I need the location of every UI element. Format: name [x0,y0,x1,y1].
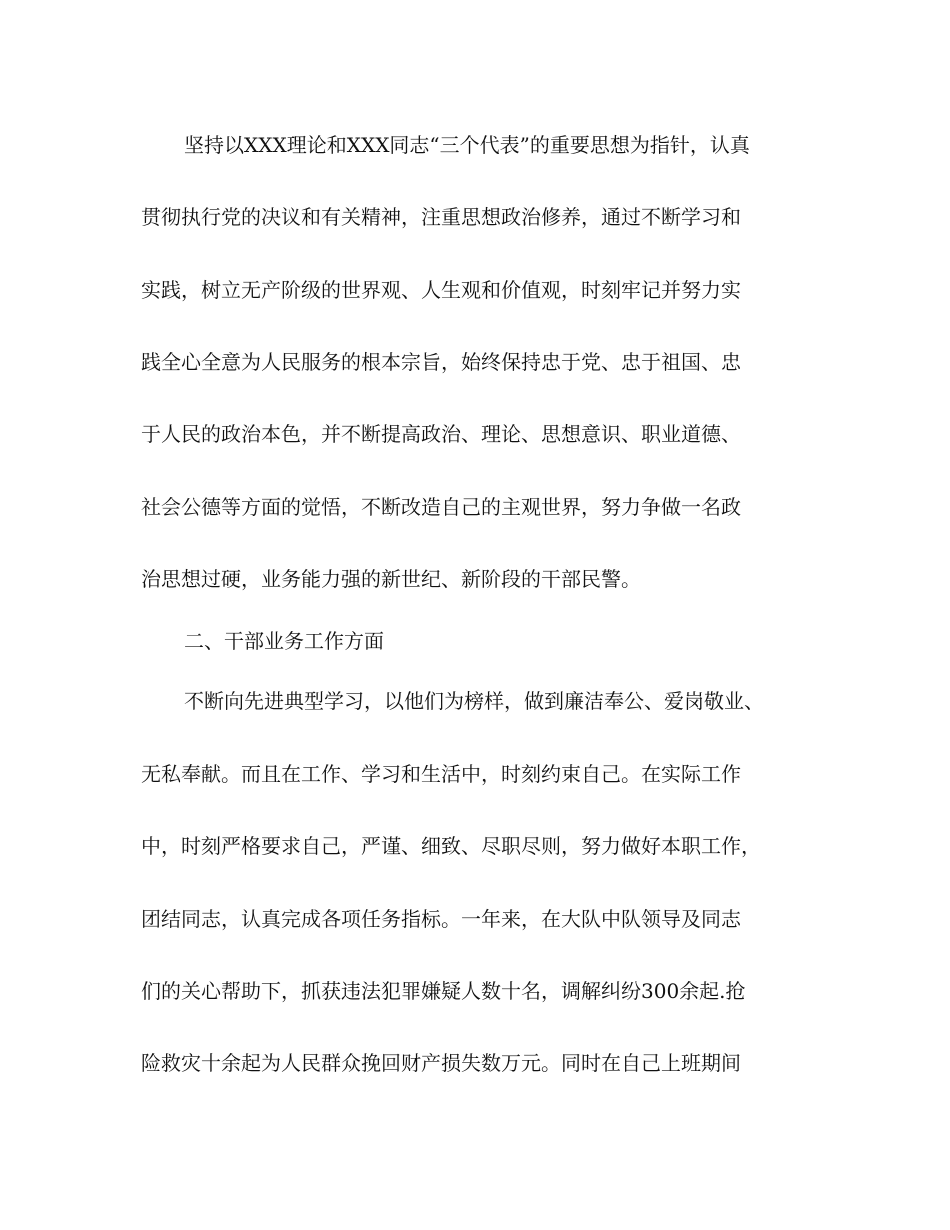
paragraph-1-line-4: 践全心全意为人民服务的根本宗旨，始终保持忠于党、忠于祖国、忠 [141,350,741,374]
paragraph-2-line-3: 中，时刻严格要求自己，严谨、细致、尽职尽则，努力做好本职工作， [141,834,761,858]
paragraph-1-line-2: 贯彻执行党的决议和有关精神，注重思想政治修养，通过不断学习和 [141,205,741,229]
paragraph-1-line-1: 坚持以XXX理论和XXX同志“三个代表”的重要思想为指针，认真 [184,133,750,157]
paragraph-1-line-6: 社会公德等方面的觉悟，不断改造自己的主观世界，努力争做一名政 [141,495,741,519]
section-heading: 二、干部业务工作方面 [184,629,384,653]
paragraph-2-line-1: 不断向先进典型学习，以他们为榜样，做到廉洁奉公、爱岗敬业、 [184,689,764,713]
paragraph-1-line-3: 实践，树立无产阶级的世界观、人生观和价值观，时刻牢记并努力实 [141,278,741,302]
paragraph-1-line-5: 于人民的政治本色，并不断提高政治、理论、思想意识、职业道德、 [141,422,741,446]
paragraph-2-line-6: 险救灾十余起为人民群众挽回财产损失数万元。同时在自己上班期间 [141,1051,741,1075]
paragraph-1-line-7: 治思想过硬，业务能力强的新世纪、新阶段的干部民警。 [141,567,641,591]
paragraph-2-line-2: 无私奉献。而且在工作、学习和生活中，时刻约束自己。在实际工作 [141,762,741,786]
paragraph-2-line-5: 们的关心帮助下，抓获违法犯罪嫌疑人数十名，调解纠纷300余起.抢 [141,979,746,1003]
paragraph-2-line-4: 团结同志，认真完成各项任务指标。一年来，在大队中队领导及同志 [141,907,741,931]
